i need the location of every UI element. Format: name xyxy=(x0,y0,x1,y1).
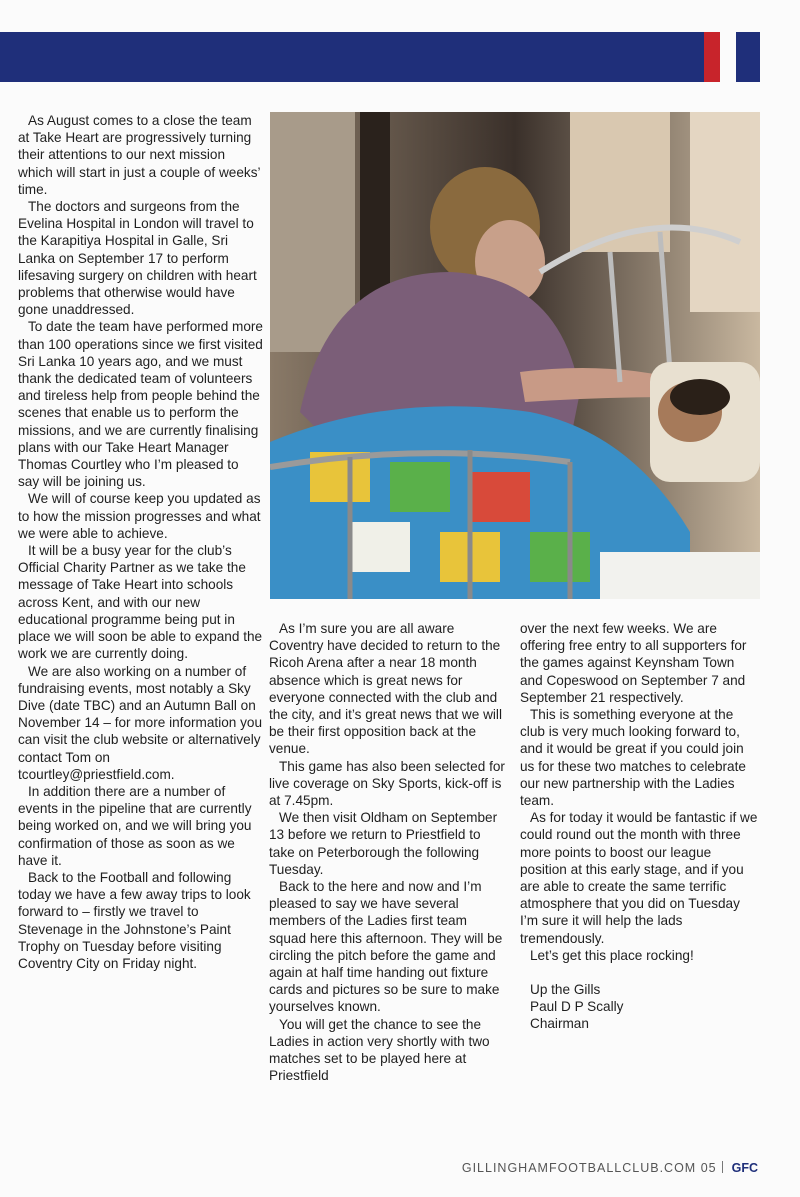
page-footer xyxy=(462,1161,758,1175)
hospital-photo xyxy=(270,112,760,599)
article-column-1 xyxy=(18,112,263,972)
signoff: Up the Gills xyxy=(530,982,601,998)
header-band xyxy=(0,32,704,82)
page-number: 05 xyxy=(700,1161,717,1175)
paragraph: It will be a busy year for the club’s Official Charity Partner as we take the message of Take Heart into schools across Kent, and with our new educational programme being put in place we will soon be able to expand the work we are currently doing. xyxy=(18,543,263,662)
article-column-3 xyxy=(520,620,760,1033)
club-logo-icon: GFC xyxy=(731,1161,758,1175)
signatory-name: Paul D P Scally xyxy=(530,999,624,1015)
paragraph: We will of course keep you updated as to how the mission progresses and what we were able to achieve. xyxy=(18,491,261,541)
footer-website: GILLINGHAMFOOTBALLCLUB.COM xyxy=(461,1161,697,1175)
paragraph: We then visit Oldham on September 13 before we return to Priestfield to take on Peterborough the following Tuesday. xyxy=(269,810,498,877)
header-blue-stripe xyxy=(736,32,760,82)
paragraph: As August comes to a close the team at Take Heart are progressively turning their attentions to our next mission which will start in just a couple of weeks’ time. xyxy=(18,113,261,197)
photo-illustration xyxy=(270,112,760,599)
footer-divider xyxy=(722,1161,723,1173)
paragraph: The doctors and surgeons from the Evelina Hospital in London will travel to the Karapitiya Hospital in Galle, Sri Lanka on September 17 to perform lifesaving surgery on children with heart problems that otherwise would have gone unaddressed. xyxy=(18,199,257,318)
paragraph: To date the team have performed more than 100 operations since we first visited Sri Lanka 10 years ago, and we must thank the dedicated team of volunteers and tireless help from people behind the scenes that enable us to perform the missions, and we are currently finalising plans with our Take Heart Manager Thomas Courtley who I’m pleased to say will be joining us. xyxy=(18,319,263,490)
paragraph: This is something everyone at the club is very much looking forward to, and it would be great if you could join us for these two matches to celebrate our new partnership with the Ladies team. xyxy=(520,707,746,809)
paragraph: This game has also been selected for live coverage on Sky Sports, kick-off is at 7.45pm. xyxy=(269,758,505,809)
paragraph: Let’s get this place rocking! xyxy=(530,947,694,963)
paragraph: As for today it would be fantastic if we could round out the month with three more points to boost our league position at this early stage, and if you are able to create the same terrific atmosphere that you did on Tuesday I’m sure it will help the lads tremendously. xyxy=(520,810,758,946)
header-gap xyxy=(720,32,736,82)
paragraph: You will get the chance to see the Ladies in action very shortly with two matches set to be played here at Priestfield xyxy=(269,1016,490,1084)
signature-block xyxy=(520,981,760,1033)
paragraph: over the next few weeks. We are offering free entry to all supporters for the games against Keynsham Town and Copeswood on September 7 and September 21 respectively. xyxy=(520,621,747,705)
paragraph: In addition there are a number of events in the pipeline that are currently being worked on, and we will bring you confirmation of those as soon as we have it. xyxy=(18,783,252,868)
article-column-2 xyxy=(269,620,505,1084)
header-red-stripe xyxy=(704,32,720,82)
paragraph: We are also working on a number of fundraising events, most notably a Sky Dive (date TBC) and an Autumn Ball on November 14 – for more information you can visit the club website or alternatively contact Tom on tcourtley@priestfield.com. xyxy=(18,663,263,782)
paragraph: Back to the here and now and I’m pleased to say we have several members of the Ladies first team squad here this afternoon. They will be circling the pitch before the game and again at half time handing out fixture cards and pictures so be sure to make yourselves known. xyxy=(269,879,503,1015)
paragraph: As I’m sure you are all aware Coventry have decided to return to the Ricoh Arena after a near 18 month absence which is great news for everyone connected with the club and the city, and it’s great news that we will be their first opposition back at the venue. xyxy=(269,621,502,757)
paragraph: Back to the Football and following today we have a few away trips to look forward to – firstly we travel to Stevenage in the Johnstone’s Paint Trophy on Tuesday before visiting Coventry City on Friday night. xyxy=(18,869,251,971)
signatory-title: Chairman xyxy=(530,1016,589,1032)
